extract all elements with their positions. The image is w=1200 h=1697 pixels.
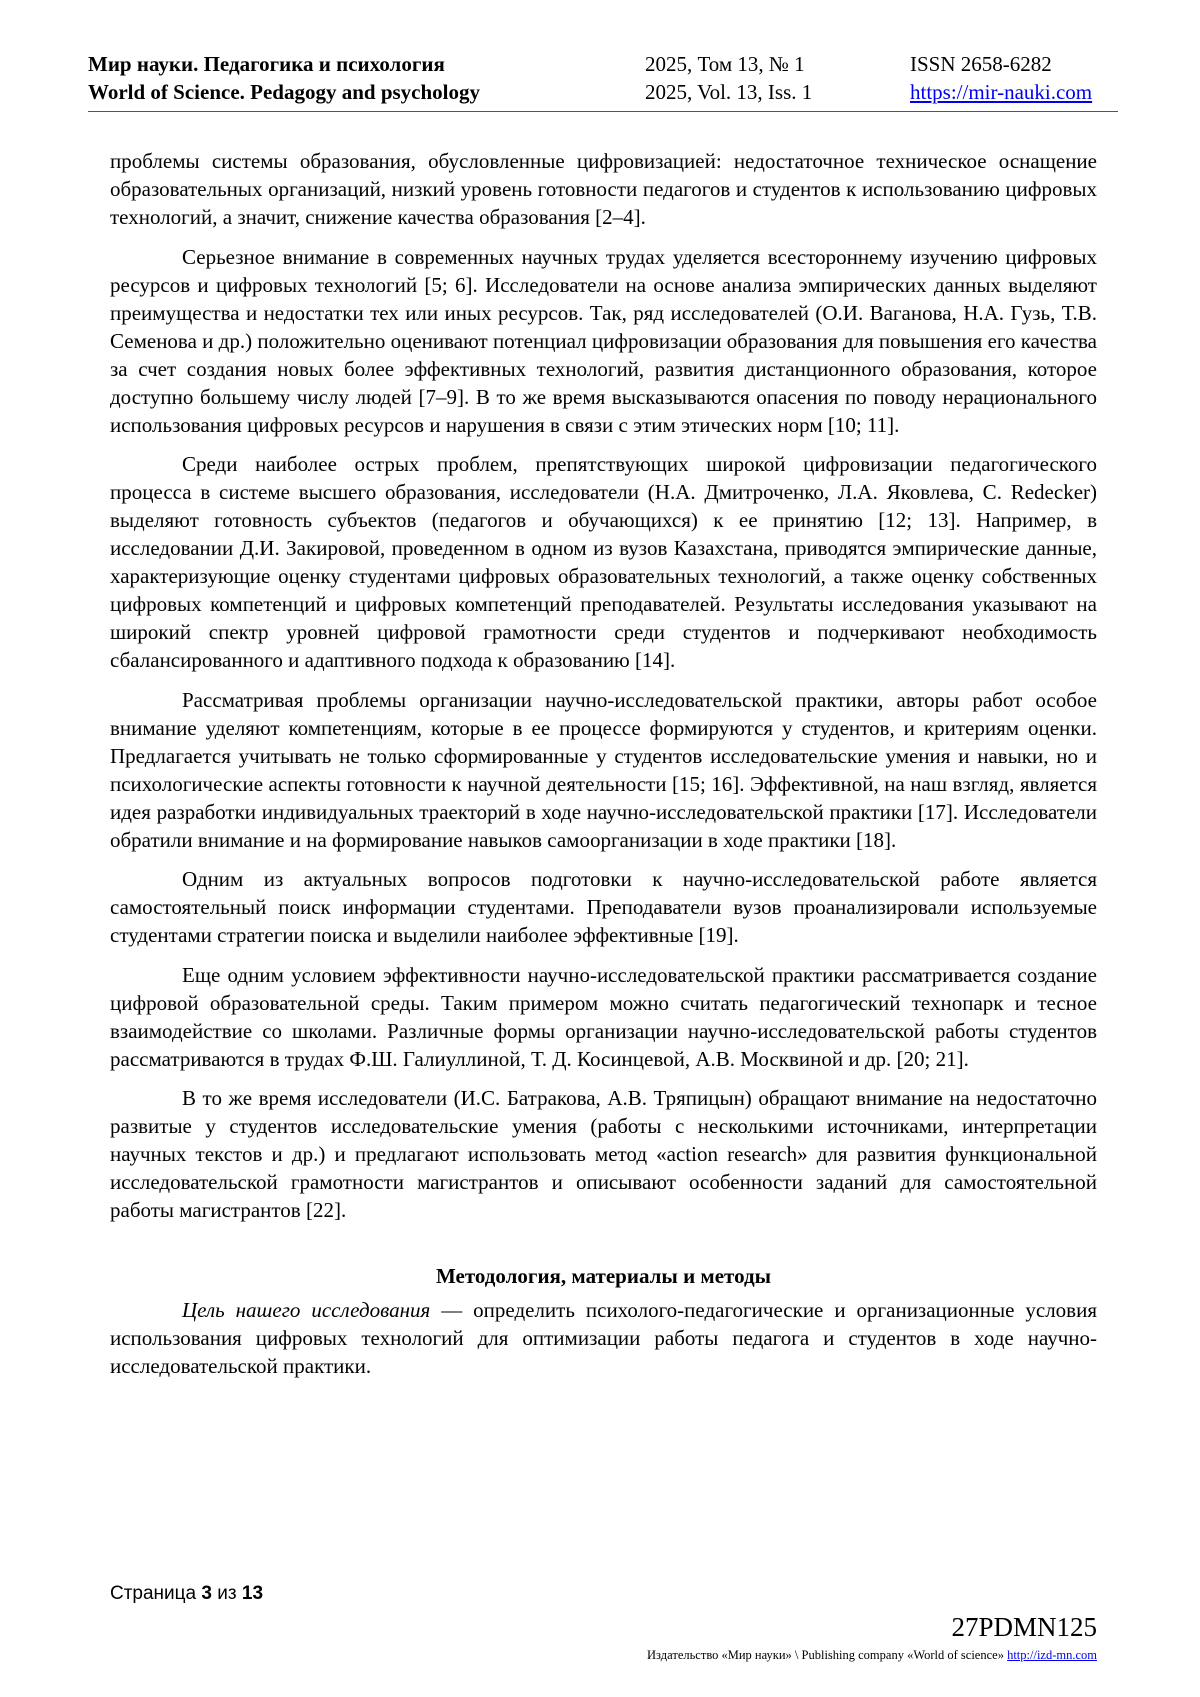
aim-text: — определить психолого-педагогические и организационные условия использования цифровых технологий для оптимизации работы педагога и студентов в ходе научно-исследовательской практики. [110, 1298, 1097, 1378]
paragraph-2: Серьезное внимание в современных научных трудах уделяется всестороннему изучению цифровых ресурсов и цифровых технологий [5; 6]. Исследователи на основе анализа эмпирических данных выделяют преимущества и недостатки тех или иных ресурсов. Так, ряд исследователей (О.И. Ваганова, Н.А. Гузь, Т.В. Семенова и др.) положительно оценивают потенциал цифровизации образования для повышения его качества за счет создания новых более эффективных технологий, развития дистанционного образования, которое доступно большему числу людей [7–9]. В то же время высказываются опасения по поводу нерационального использования цифровых ресурсов и нарушения в связи с этим этических норм [10; 11]. [110, 244, 1097, 437]
paragraph-6: Еще одним условием эффективности научно-исследовательской практики рассматривается создание цифровой образовательной среды. Таким примером можно считать педагогический технопарк и тесное взаимодействие со школами. Различные формы организации научно-исследовательской работы студентов рассматриваются в трудах Ф.Ш. Галиуллиной, Т. Д. Косинцевой, А.В. Москвиной и др. [20; 21]. [110, 962, 1097, 1071]
paragraph-3: Среди наиболее острых проблем, препятствующих широкой цифровизации педагогического процесса в системе высшего образования, исследователи (Н.А. Дмитроченко, Л.А. Яковлева, C. Redecker) выделяют готовность субъектов (педагогов и обучающихся) к ее принятию [12; 13]. Например, в исследовании Д.И. Закировой, проведенном в одном из вузов Казахстана, приводятся эмпирические данные, характеризующие оценку студентами цифровых образовательных технологий, а также оценку собственных цифровых компетенций и цифровых компетенций преподавателей. Результаты исследования указывают на широкий спектр уровней цифровой грамотности среди студентов и подчеркивают необходимость сбалансированного и адаптивного подхода к образованию [14]. [110, 452, 1097, 672]
paragraph-1: проблемы системы образования, обусловленные цифровизацией: недостаточное техническое оснащение образовательных организаций, низкий уровень готовности педагогов и студентов к использованию цифровых технологий, а значит, снижение качества образования [2–4]. [110, 149, 1097, 229]
volume-block [645, 50, 812, 106]
journal-title-block [88, 50, 480, 106]
section-heading: Методология, материалы и методы [436, 1264, 771, 1288]
volume-en: 2025, Vol. 13, Iss. 1 [645, 80, 813, 104]
publisher-text: Издательство «Мир науки» \ Publishing company «World of science» [647, 1648, 1008, 1662]
paragraph-4: Рассматривая проблемы организации научно-исследовательской практики, авторы работ особое внимание уделяют компетенциям, которые в ее процессе формируются у студентов, и критериям оценки. Предлагается учитывать не только сформированные у студентов исследовательские умения и навыки, но и психологические аспекты готовности к научной деятельности [15; 16]. Эффективной, на наш взгляд, является идея разработки индивидуальных траекторий в ходе научно-исследовательской практики [17]. Исследователи обратили внимание и на формирование навыков самоорганизации в ходе практики [18]. [110, 687, 1097, 852]
journal-title-en: World of Science. Pedagogy and psychology [88, 80, 481, 104]
page-prefix: Страница [110, 1583, 202, 1604]
publisher-line [647, 1648, 1097, 1663]
aim-paragraph [110, 1296, 1097, 1380]
aim-label: Цель нашего исследования [182, 1298, 431, 1322]
publisher-link[interactable]: http://izd-mn.com [1007, 1648, 1097, 1662]
paragraph-7: В то же время исследователи (И.С. Батракова, А.В. Тряпицын) обращают внимание на недостаточно развитые у студентов исследовательские умения (работы с несколькими источниками, интерпретации научных текстов и др.) и предлагают использовать метод «action research» для развития функциональной исследовательской грамотности магистрантов и описывают особенности заданий для самостоятельной работы магистрантов [22]. [110, 1086, 1097, 1222]
page-total: 13 [241, 1583, 264, 1604]
header-divider [88, 111, 1118, 112]
article-code: 27PDMN125 [951, 1612, 1097, 1642]
journal-link[interactable]: https://mir-nauki.com [910, 80, 1093, 104]
page-middle: из [211, 1583, 242, 1604]
volume-ru: 2025, Том 13, № 1 [645, 52, 805, 76]
journal-title-ru: Мир науки. Педагогика и психология [88, 52, 445, 76]
issn-block [910, 50, 1092, 106]
paragraph-5: Одним из актуальных вопросов подготовки к научно-исследовательской работе является самостоятельный поиск информации студентами. Преподаватели вузов проанализировали используемые студентами стратегии поиска и выделили наиболее эффективные [19]. [110, 867, 1097, 947]
issn: ISSN 2658-6282 [910, 52, 1052, 76]
article-body [110, 147, 1097, 1392]
page-current: 3 [201, 1583, 212, 1604]
page-number [110, 1583, 263, 1605]
